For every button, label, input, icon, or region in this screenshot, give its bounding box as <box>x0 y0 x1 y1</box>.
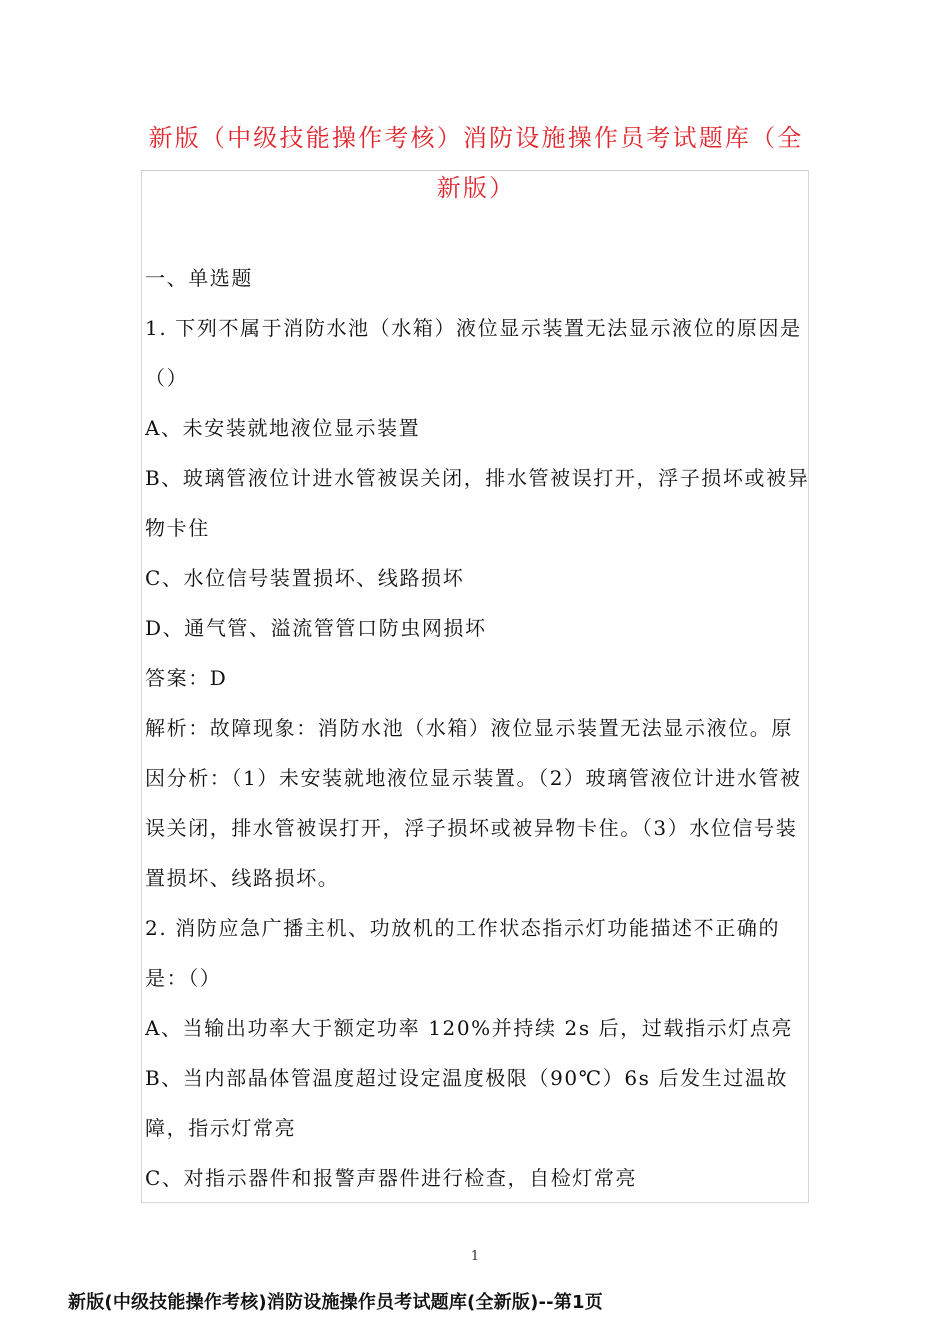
question-1-analysis: 解析：故障现象：消防水池（水箱）液位显示装置无法显示液位。原因分析：（1）未安装就地液位显示装置。（2）玻璃管液位计进水管被误关闭，排水管被误打开，浮子损坏或被异物卡住。（3）水位信号装置损坏、线路损坏。 <box>145 716 802 890</box>
question-2-option-b: B、当内部晶体管温度超过设定温度极限（90℃）6s 后发生过温故障，指示灯常亮 <box>145 1066 789 1140</box>
content-frame-left-border <box>141 170 142 1203</box>
question-1-answer: 答案：D <box>145 666 228 690</box>
section-heading: 一、单选题 <box>145 266 253 290</box>
page-footer: 新版(中级技能操作考核)消防设施操作员考试题库(全新版)--第1页 <box>68 1292 603 1313</box>
question-2-option-c: C、对指示器件和报警声器件进行检查，自检灯常亮 <box>145 1166 638 1190</box>
page-number: 1 <box>470 1249 480 1264</box>
document-body <box>145 253 810 1203</box>
question-1-option-d: D、通气管、溢流管管口防虫网损坏 <box>145 616 487 640</box>
document-title: 新版（中级技能操作考核）消防设施操作员考试题库（全新版） <box>148 124 804 202</box>
question-1-option-c: C、水位信号装置损坏、线路损坏 <box>145 566 465 590</box>
question-1-text: 1. 下列不属于消防水池（水箱）液位显示装置无法显示液位的原因是（） <box>145 316 802 390</box>
question-1-option-b: B、玻璃管液位计进水管被误关闭，排水管被误打开，浮子损坏或被异物卡住 <box>145 466 810 540</box>
question-2-option-a: A、当输出功率大于额定功率 120%并持续 2s 后，过载指示灯点亮 <box>145 1016 794 1040</box>
question-2-text: 2. 消防应急广播主机、功放机的工作状态指示灯功能描述不正确的是：（） <box>145 916 781 990</box>
question-1-option-a: A、未安装就地液位显示装置 <box>145 416 421 440</box>
